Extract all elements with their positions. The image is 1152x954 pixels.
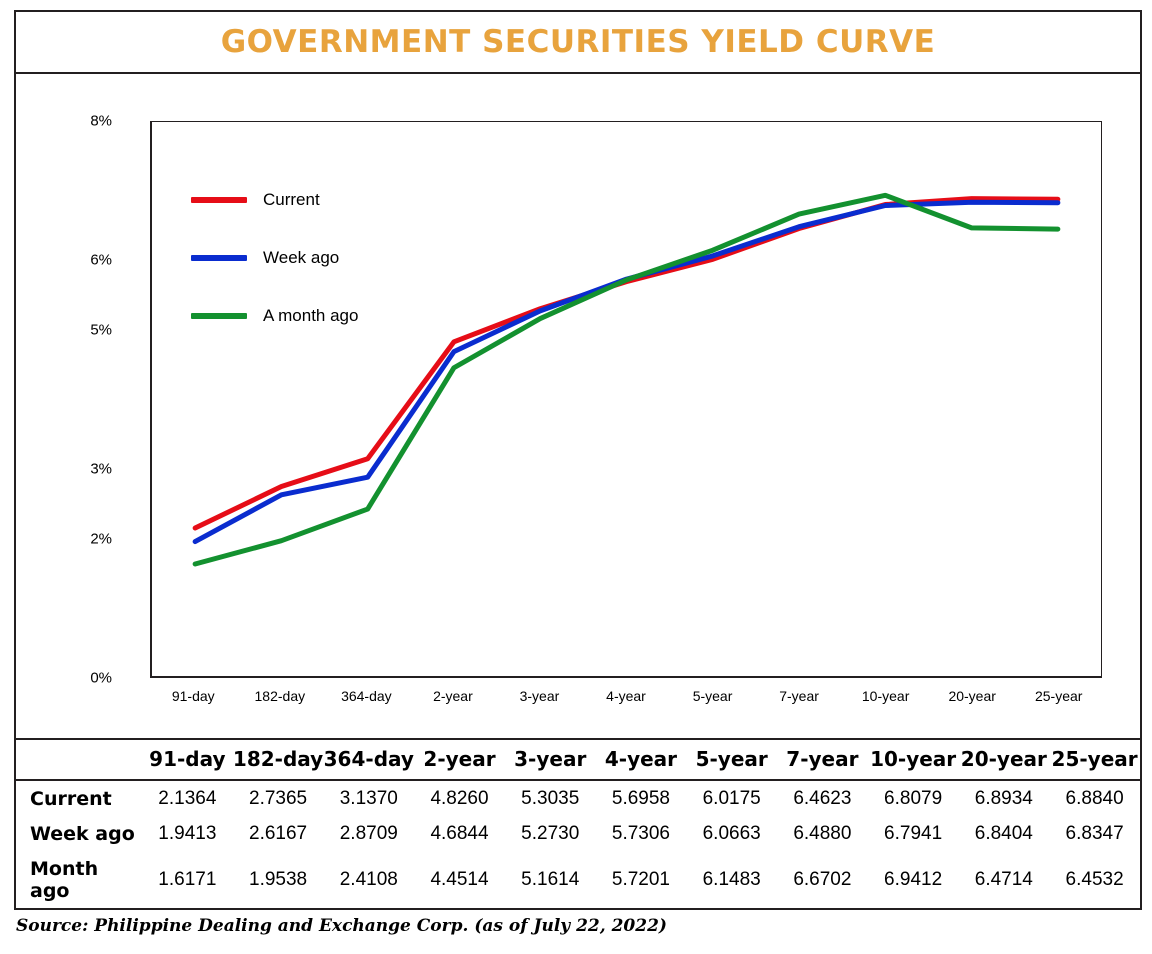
x-tick-label: 25-year (1034, 688, 1083, 704)
table-cell: 4.8260 (430, 788, 489, 809)
table-column-header: 3-year (505, 740, 596, 780)
table-row-label: Current (30, 788, 112, 810)
table-cell: 3.1370 (339, 788, 398, 809)
x-tick-label: 2-year (433, 688, 473, 704)
table-cell: 2.8709 (339, 823, 398, 844)
legend-label: Current (263, 190, 320, 209)
table-column-header: 25-year (1049, 740, 1140, 780)
table-cell: 6.9412 (884, 869, 943, 890)
table-cell: 5.7306 (611, 823, 671, 844)
table-column-header: 7-year (777, 740, 868, 780)
table-cell: 4.6844 (430, 823, 489, 844)
table-header-row (16, 740, 1140, 780)
x-tick-label: 10-year (861, 688, 910, 704)
x-tick-label: 3-year (519, 688, 560, 704)
x-tick-label: 7-year (779, 688, 819, 704)
title-bar (16, 12, 1140, 74)
tenor-table (16, 740, 1140, 908)
table-cell: 1.9413 (158, 823, 217, 844)
legend-label: A month ago (263, 306, 359, 325)
table-cell: 2.6167 (249, 823, 308, 844)
table-column-header: 182-day (233, 740, 324, 780)
table-column-header: 10-year (868, 740, 959, 780)
legend-swatch-icon (191, 197, 247, 203)
legend-swatch-icon (191, 255, 247, 261)
table-cell: 6.7941 (884, 823, 943, 844)
y-tick-label: 2% (90, 530, 112, 548)
table-body (16, 780, 1140, 908)
table-row-label: Week ago (30, 823, 135, 845)
table-cell: 2.1364 (158, 788, 217, 809)
table-cell: 5.1614 (521, 869, 580, 890)
legend-label: Week ago (263, 248, 340, 267)
table-cell: 6.4623 (793, 788, 852, 809)
y-tick-label: 8% (90, 112, 112, 130)
legend-item (191, 287, 451, 345)
table-column-header: 364-day (323, 740, 414, 780)
y-tick-label: 5% (90, 321, 112, 339)
chart-area (16, 76, 1140, 736)
x-tick-label: 20-year (948, 688, 996, 704)
table-cell: 1.9538 (249, 869, 308, 890)
table-cell: 6.4714 (974, 869, 1033, 890)
table-column-header: 4-year (596, 740, 687, 780)
page-title: GOVERNMENT SECURITIES YIELD CURVE (220, 24, 936, 60)
table-cell: 6.8840 (1065, 788, 1124, 809)
table-cell: 6.8404 (974, 823, 1033, 844)
table-column-header: 91-day (142, 740, 233, 780)
table-cell: 6.0663 (702, 823, 761, 844)
table-row-label: Month ago (30, 858, 99, 902)
table-cell: 5.3035 (521, 788, 580, 809)
y-tick-label: 6% (90, 251, 112, 269)
table-row (16, 851, 1140, 908)
x-tick-label: 182-day (254, 688, 306, 704)
x-tick-label: 91-day (171, 688, 215, 704)
table-cell: 6.1483 (702, 869, 761, 890)
table-column-header: 20-year (958, 740, 1049, 780)
table-row (16, 780, 1140, 816)
source-note: Source: Philippine Dealing and Exchange Corp. (as of July 22, 2022) (16, 916, 667, 936)
table-cell: 4.4514 (430, 869, 489, 890)
legend-item (191, 229, 451, 287)
table-cell: 1.6171 (158, 869, 217, 890)
legend-swatch-icon (191, 313, 247, 319)
table-cell: 6.4880 (793, 823, 852, 844)
table-cell: 6.4532 (1065, 869, 1124, 890)
x-tick-label: 5-year (692, 688, 733, 704)
table-cell: 6.8079 (884, 788, 943, 809)
table-column-header: 2-year (414, 740, 505, 780)
x-tick-label: 364-day (341, 688, 392, 704)
table-cell: 6.0175 (702, 788, 761, 809)
table-cell: 5.7201 (611, 869, 671, 890)
table-cell: 6.8934 (974, 788, 1033, 809)
table-cell: 5.6958 (611, 788, 671, 809)
table-cell: 5.2730 (521, 823, 580, 844)
chart-legend (191, 171, 451, 345)
table-row (16, 816, 1140, 851)
table-cell: 2.4108 (339, 869, 398, 890)
legend-item (191, 171, 451, 229)
y-tick-label: 0% (90, 669, 112, 687)
tenor-table-wrap (16, 738, 1140, 908)
table-cell: 6.8347 (1065, 823, 1124, 844)
table-cell: 6.6702 (793, 869, 852, 890)
table-cell: 2.7365 (249, 788, 308, 809)
x-tick-label: 4-year (606, 688, 646, 704)
table-column-header: 5-year (686, 740, 777, 780)
y-tick-label: 3% (90, 460, 112, 478)
table-column-header (16, 740, 142, 780)
